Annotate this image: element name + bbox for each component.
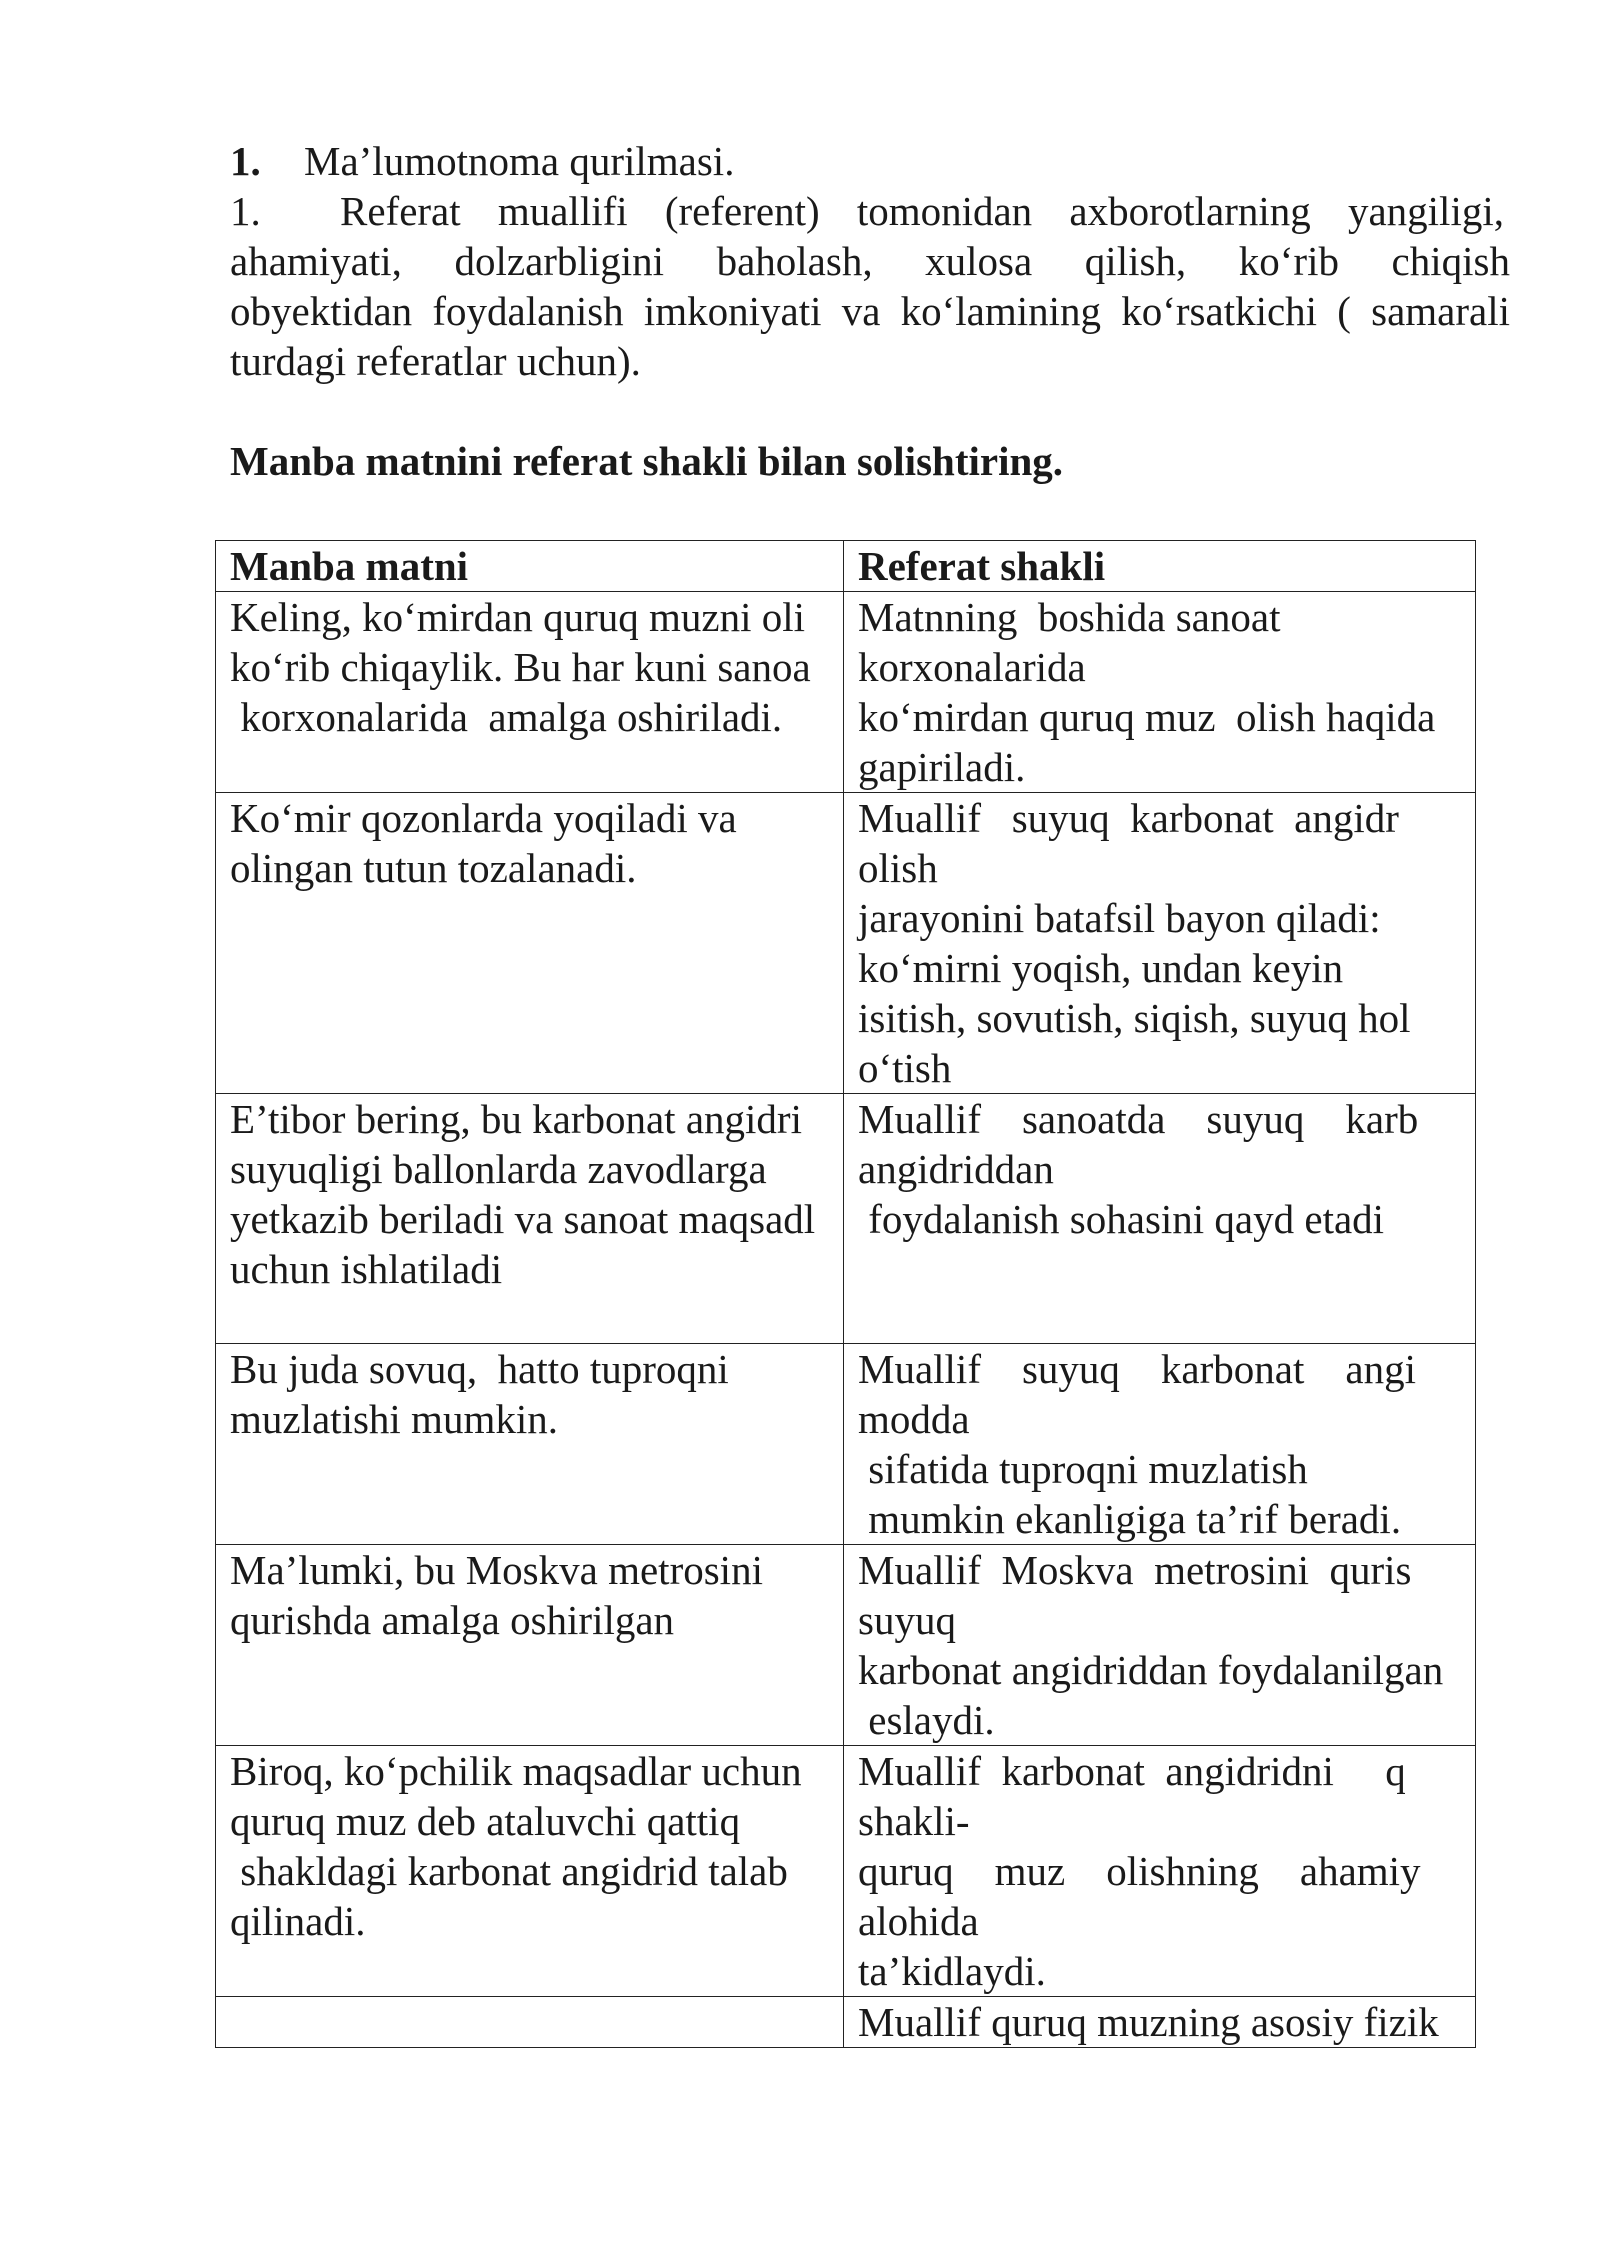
cell-line: Muallif sanoatda suyuq karb bbox=[858, 1096, 1419, 1142]
summary-text-cell bbox=[844, 1344, 1476, 1545]
cell-line: Muallif karbonat angidridni q bbox=[858, 1748, 1406, 1794]
source-text-cell bbox=[216, 1997, 844, 2048]
cell-line: Muallif quruq muzning asosiy fizik bbox=[858, 1999, 1439, 2045]
cell-line: suyuqligi ballonlarda zavodlarga bbox=[230, 1146, 767, 1192]
source-text-cell bbox=[216, 1746, 844, 1997]
table-row bbox=[216, 1746, 1476, 1997]
cell-line: ko‘rib chiqaylik. Bu har kuni sanoa bbox=[230, 644, 811, 690]
cell-line: Bu juda sovuq, hatto tuproqni bbox=[230, 1346, 729, 1392]
cell-line: korxonalarida bbox=[858, 644, 1086, 690]
cell-line: mumkin ekanligiga ta’rif beradi. bbox=[858, 1496, 1402, 1542]
cell-line: korxonalarida amalga oshiriladi. bbox=[230, 694, 783, 740]
source-text-cell bbox=[216, 592, 844, 793]
comparison-table bbox=[215, 540, 1476, 2048]
summary-text-cell bbox=[844, 1094, 1476, 1344]
section-title: Manba matnini referat shakli bilan solishtiring. bbox=[230, 438, 1064, 484]
cell-line: Ko‘mir qozonlarda yoqiladi va bbox=[230, 795, 737, 841]
cell-line: ko‘mirdan quruq muz olish haqida bbox=[858, 694, 1436, 740]
cell-line: olish bbox=[858, 845, 938, 891]
cell-line: uchun ishlatiladi bbox=[230, 1246, 503, 1292]
summary-text-cell bbox=[844, 592, 1476, 793]
cell-line: angidriddan bbox=[858, 1146, 1054, 1192]
cell-line: karbonat angidriddan foydalanilgan bbox=[858, 1647, 1444, 1693]
summary-text-cell bbox=[844, 1997, 1476, 2048]
cell-line: quruq muz olishning ahamiy bbox=[858, 1848, 1421, 1894]
source-text-cell bbox=[216, 1344, 844, 1545]
cell-line: Muallif Moskva metrosini quris bbox=[858, 1547, 1412, 1593]
table-row bbox=[216, 1344, 1476, 1545]
cell-line: quruq muz deb ataluvchi qattiq bbox=[230, 1798, 741, 1844]
cell-line: qilinadi. bbox=[230, 1898, 366, 1944]
paragraph-number: 1. bbox=[230, 188, 261, 234]
paragraph-line-text: Referat muallifi (referent) tomonidan axborotlarning yangiligi, bbox=[340, 188, 1504, 234]
paragraph-line: ahamiyati, dolzarbligini baholash, xulosa qilish, ko‘rib chiqish bbox=[230, 238, 1510, 284]
cell-line: Keling, ko‘mirdan quruq muzni oli bbox=[230, 594, 806, 640]
summary-text-cell bbox=[844, 1545, 1476, 1746]
summary-text-cell bbox=[844, 793, 1476, 1094]
column-header-source: Manba matni bbox=[216, 541, 844, 592]
table-row bbox=[216, 793, 1476, 1094]
cell-line: Muallif suyuq karbonat angi bbox=[858, 1346, 1416, 1392]
cell-line: Muallif suyuq karbonat angidr bbox=[858, 795, 1399, 841]
cell-line: Biroq, ko‘pchilik maqsadlar uchun bbox=[230, 1748, 802, 1794]
heading-number: 1. bbox=[230, 138, 261, 184]
table-row bbox=[216, 1545, 1476, 1746]
cell-line: ta’kidlaydi. bbox=[858, 1948, 1046, 1994]
cell-line: shakldagi karbonat angidrid talab bbox=[230, 1848, 788, 1894]
text-block bbox=[230, 136, 1510, 486]
cell-line: jarayonini batafsil bayon qiladi: bbox=[858, 895, 1381, 941]
cell-line: isitish, sovutish, siqish, suyuq hol bbox=[858, 995, 1411, 1041]
heading-text: Ma’lumotnoma qurilmasi. bbox=[304, 138, 735, 184]
cell-line: o‘tish bbox=[858, 1045, 952, 1091]
cell-line: ko‘mirni yoqish, undan keyin bbox=[858, 945, 1344, 991]
cell-line: gapiriladi. bbox=[858, 744, 1026, 790]
table-row bbox=[216, 1997, 1476, 2048]
cell-line: foydalanish sohasini qayd etadi bbox=[858, 1196, 1385, 1242]
table-body bbox=[216, 592, 1476, 2048]
paragraph bbox=[230, 186, 1510, 386]
cell-line: E’tibor bering, bu karbonat angidri bbox=[230, 1096, 802, 1142]
source-text-cell bbox=[216, 1094, 844, 1344]
cell-line: shakli- bbox=[858, 1798, 970, 1844]
cell-line: yetkazib beriladi va sanoat maqsadl bbox=[230, 1196, 816, 1242]
paragraph-line bbox=[230, 186, 1510, 236]
source-text-cell bbox=[216, 1545, 844, 1746]
column-header-summary: Referat shakli bbox=[844, 541, 1476, 592]
source-text-cell bbox=[216, 793, 844, 1094]
summary-text-cell bbox=[844, 1746, 1476, 1997]
cell-line: modda bbox=[858, 1396, 970, 1442]
table-row bbox=[216, 592, 1476, 793]
cell-line: olingan tutun tozalanadi. bbox=[230, 845, 637, 891]
heading bbox=[230, 136, 1510, 186]
cell-line: qurishda amalga oshirilgan bbox=[230, 1597, 675, 1643]
paragraph-line: turdagi referatlar uchun). bbox=[230, 338, 641, 384]
cell-line: muzlatishi mumkin. bbox=[230, 1396, 558, 1442]
cell-line: Ma’lumki, bu Moskva metrosini bbox=[230, 1547, 763, 1593]
table-row bbox=[216, 1094, 1476, 1344]
cell-line: alohida bbox=[858, 1898, 979, 1944]
cell-line: sifatida tuproqni muzlatish bbox=[858, 1446, 1308, 1492]
cell-line: eslaydi. bbox=[858, 1697, 995, 1743]
cell-line: suyuq bbox=[858, 1597, 956, 1643]
table-header-row bbox=[216, 541, 1476, 592]
cell-line: Matnning boshida sanoat bbox=[858, 594, 1281, 640]
paragraph-line: obyektidan foydalanish imkoniyati va ko‘lamining ko‘rsatkichi ( samarali bbox=[230, 288, 1510, 334]
